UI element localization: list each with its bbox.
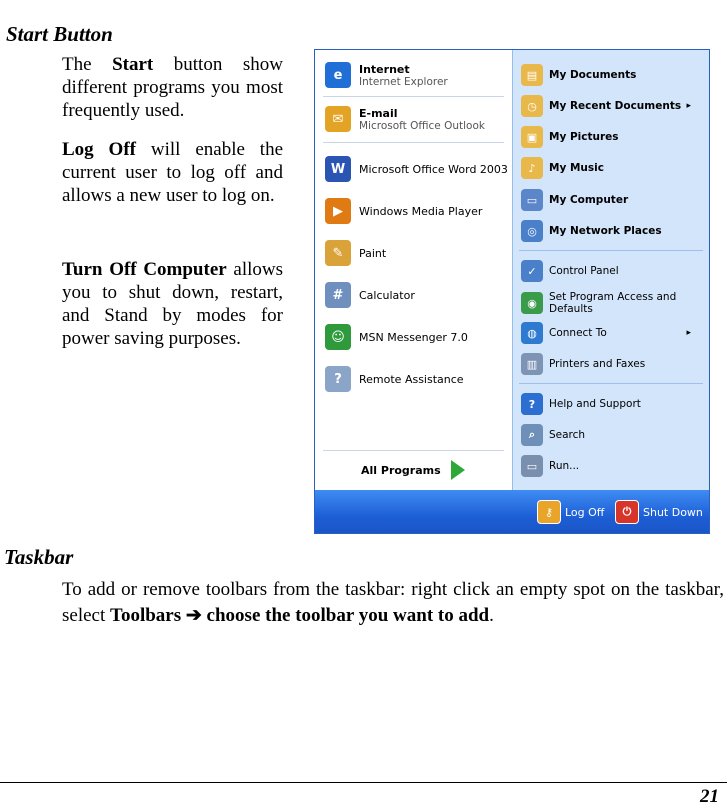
page-number: 21 <box>700 786 719 807</box>
start-menu-left-pane <box>315 50 512 490</box>
section-heading-taskbar: Taskbar <box>4 545 74 569</box>
right-menu-item[interactable] <box>521 189 703 211</box>
my-music-icon: ♪ <box>521 157 543 179</box>
submenu-arrow-icon: ▸ <box>686 101 691 111</box>
left-menu-item-title: Windows Media Player <box>359 204 483 218</box>
left-menu-item[interactable] <box>325 198 482 224</box>
shut-down-label: Shut Down <box>643 505 703 519</box>
right-menu-item[interactable] <box>521 291 703 315</box>
start-menu-right-pane <box>512 50 710 490</box>
left-menu-item-subtitle: Internet Explorer <box>359 75 448 88</box>
right-menu-item[interactable] <box>521 424 703 446</box>
program-access-icon: ◉ <box>521 292 543 314</box>
paragraph-taskbar: To add or remove toolbars from the taskbar: right click an empty spot on the taskbar, select Toolbars ➔ choose the toolbar you want to add. <box>62 579 724 626</box>
menu-separator <box>323 96 504 97</box>
submenu-arrow-icon: ▸ <box>686 328 691 338</box>
left-menu-item-text <box>359 289 415 302</box>
control-panel-icon: ✓ <box>521 260 543 282</box>
left-menu-item-text <box>359 107 485 132</box>
right-menu-item[interactable] <box>521 455 703 477</box>
right-menu-item[interactable] <box>521 393 703 415</box>
left-menu-item[interactable] <box>325 282 415 308</box>
start-menu-bottom-bar <box>315 490 710 534</box>
my-computer-icon: ▭ <box>521 189 543 211</box>
menu-separator <box>519 383 703 384</box>
left-menu-item-title: E-mail <box>359 106 398 120</box>
right-menu-item-label: My Music <box>549 162 604 174</box>
left-menu-item-text <box>359 373 464 386</box>
right-menu-item-label: My Recent Documents <box>549 100 682 112</box>
search-icon: ⌕ <box>521 424 543 446</box>
menu-separator <box>323 142 504 143</box>
menu-separator <box>323 450 504 451</box>
right-menu-item[interactable] <box>521 64 703 86</box>
right-menu-item[interactable] <box>521 322 703 344</box>
right-menu-item-label: Control Panel <box>549 265 619 277</box>
left-menu-item-text <box>359 63 448 88</box>
messenger-icon: ☺ <box>325 324 351 350</box>
start-menu <box>314 49 710 534</box>
right-menu-item[interactable] <box>521 126 703 148</box>
left-menu-item-text <box>359 331 468 344</box>
my-pictures-icon: ▣ <box>521 126 543 148</box>
run-icon: ▭ <box>521 455 543 477</box>
left-menu-item-title: MSN Messenger 7.0 <box>359 330 468 344</box>
menu-separator <box>519 250 703 251</box>
right-menu-item[interactable] <box>521 157 703 179</box>
network-places-icon: ◎ <box>521 220 543 242</box>
right-menu-item-label: Help and Support <box>549 398 641 410</box>
my-documents-icon: ▤ <box>521 64 543 86</box>
paragraph-turn-off: Turn Off Computer allows you to shut down, restart, and Stand by modes for power saving purposes. <box>62 259 284 349</box>
power-icon: ⏻ <box>615 500 639 524</box>
left-menu-item-text <box>359 163 508 176</box>
left-menu-item-title: Calculator <box>359 288 415 302</box>
right-menu-item-label: My Pictures <box>549 131 619 143</box>
right-menu-item-label: Search <box>549 429 586 441</box>
left-menu-item-text <box>359 247 386 260</box>
left-menu-item[interactable] <box>325 240 386 266</box>
left-menu-item-title: Paint <box>359 246 387 260</box>
all-programs-label: All Programs <box>361 463 441 477</box>
right-menu-item[interactable] <box>521 353 703 375</box>
right-menu-item[interactable] <box>521 95 703 117</box>
media-player-icon: ▶ <box>325 198 351 224</box>
green-arrow-icon <box>451 460 465 480</box>
log-off-button[interactable] <box>537 500 604 524</box>
left-menu-item[interactable] <box>325 324 468 350</box>
left-menu-item[interactable] <box>325 106 485 132</box>
right-menu-item-label: Set Program Access and Defaults <box>549 291 677 315</box>
paragraph-log-off: Log Off will enable the current user to log off and allows a new user to log on. <box>62 139 283 206</box>
right-menu-item-label: Run... <box>549 460 580 472</box>
left-menu-item-subtitle: Microsoft Office Outlook <box>359 119 485 132</box>
left-menu-item[interactable] <box>325 366 464 392</box>
footer-rule <box>0 782 727 783</box>
help-icon: ? <box>521 393 543 415</box>
calculator-icon: # <box>325 282 351 308</box>
connect-to-icon: ◍ <box>521 322 543 344</box>
right-menu-item-label: Printers and Faxes <box>549 358 646 370</box>
section-heading-start-button: Start Button <box>6 22 113 46</box>
outlook-icon: ✉ <box>325 106 351 132</box>
left-menu-item-text <box>359 205 482 218</box>
left-menu-item-title: Remote Assistance <box>359 372 464 386</box>
all-programs-button[interactable] <box>361 460 465 480</box>
right-menu-item-label: Connect To <box>549 327 607 339</box>
log-off-label: Log Off <box>565 505 605 519</box>
paragraph-start: The Start button show different programs you most frequently used. <box>62 54 283 121</box>
right-menu-item[interactable] <box>521 260 703 282</box>
paint-icon: ✎ <box>325 240 351 266</box>
printers-icon: ▥ <box>521 353 543 375</box>
right-menu-item[interactable] <box>521 220 703 242</box>
left-menu-item[interactable] <box>325 156 508 182</box>
remote-assistance-icon: ? <box>325 366 351 392</box>
right-menu-item-label: My Network Places <box>549 225 662 237</box>
word-icon: W <box>325 156 351 182</box>
right-menu-item-label: My Documents <box>549 69 637 81</box>
left-menu-item[interactable] <box>325 62 448 88</box>
left-menu-item-title: Microsoft Office Word 2003 <box>359 162 508 176</box>
recent-documents-icon: ◷ <box>521 95 543 117</box>
shut-down-button[interactable] <box>615 500 703 524</box>
right-menu-item-label: My Computer <box>549 194 629 206</box>
key-icon: ⚷ <box>537 500 561 524</box>
left-menu-item-title: Internet <box>359 62 410 76</box>
internet-explorer-icon: e <box>325 62 351 88</box>
